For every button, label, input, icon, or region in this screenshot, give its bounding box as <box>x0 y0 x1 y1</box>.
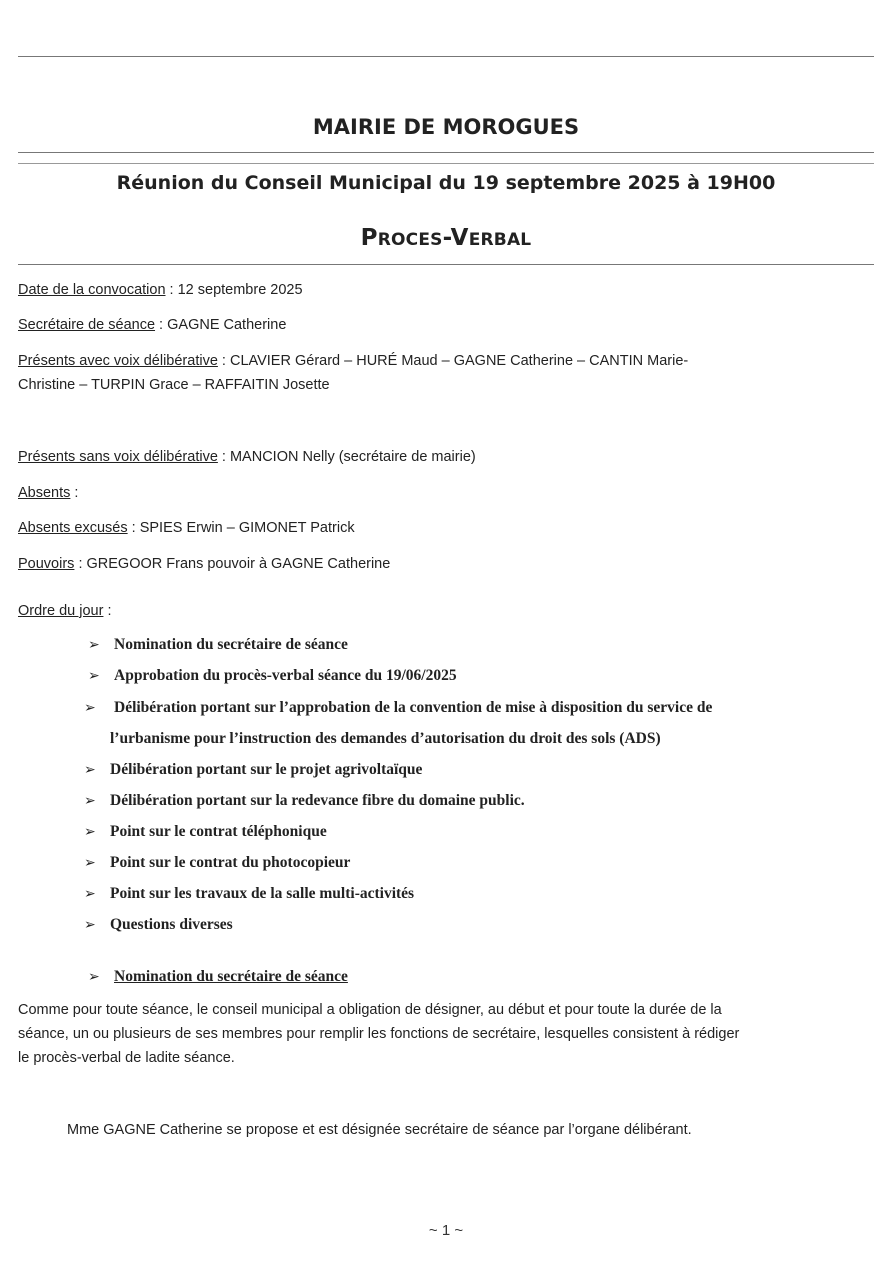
agenda-item-text: Délibération portant sur la redevance fibre du domaine public. <box>110 792 525 809</box>
ordre-label: Ordre du jour <box>18 603 104 619</box>
agenda-item-text: Délibération portant sur le projet agrivoltaïque <box>110 761 423 778</box>
agenda-item-text: Délibération portant sur l’approbation de la convention de mise à disposition du service de <box>114 699 713 716</box>
agenda-item <box>88 636 348 654</box>
absents-value: : <box>70 485 79 501</box>
agenda-item-text: Point sur le contrat téléphonique <box>110 823 327 840</box>
excuses-line <box>18 516 858 540</box>
agenda-item-text: Questions diverses <box>110 916 233 933</box>
absents-line <box>18 481 858 505</box>
reunion-title: Réunion du Conseil Municipal du 19 septembre 2025 à 19H00 <box>116 172 776 194</box>
proces-verbal-title <box>0 225 892 251</box>
arrow-bullet-icon: ➢ <box>84 856 96 871</box>
presents-line-2 <box>18 373 858 397</box>
convocation-line <box>18 278 858 302</box>
convocation-value: : 12 septembre 2025 <box>165 282 303 298</box>
agenda-item <box>88 667 457 685</box>
section-body-line-3: le procès-verbal de ladite séance. <box>18 1050 235 1066</box>
arrow-bullet-icon: ➢ <box>84 701 96 716</box>
arrow-bullet-icon: ➢ <box>84 918 96 933</box>
decision-line: Mme GAGNE Catherine se propose et est désignée secrétaire de séance par l’organe délibérant. <box>67 1122 692 1138</box>
pv-roces: ROCES <box>377 230 443 250</box>
excuses-label: Absents excusés <box>18 520 128 536</box>
agenda-item-text: Point sur les travaux de la salle multi-activités <box>110 885 415 902</box>
agenda-item-text: Point sur le contrat du photocopieur <box>110 854 351 871</box>
top-rule <box>18 56 874 57</box>
arrow-bullet-icon: ➢ <box>88 669 100 684</box>
secretaire-label: Secrétaire de séance <box>18 317 156 333</box>
agenda-item-continued <box>110 730 661 748</box>
pouvoirs-value: : GREGOOR Frans pouvoir à GAGNE Catherine <box>74 556 391 572</box>
pouvoirs-label: Pouvoirs <box>18 556 75 572</box>
ordre-value: : <box>103 603 112 619</box>
agenda-item-text: l’urbanisme pour l’instruction des demandes d’autorisation du droit des sols (ADS) <box>110 730 661 747</box>
rule-under-pv <box>18 264 874 265</box>
ordre-line <box>18 599 858 623</box>
secretaire-value: : GAGNE Catherine <box>155 317 287 333</box>
pv-initial-p: P <box>360 225 378 251</box>
arrow-bullet-icon: ➢ <box>84 763 96 778</box>
arrow-bullet-icon: ➢ <box>88 638 100 653</box>
sans-voix-line <box>18 445 858 469</box>
secretaire-line <box>18 313 858 337</box>
agenda-item <box>84 823 327 841</box>
section-body-line-1: Comme pour toute séance, le conseil municipal a obligation de désigner, au début et pour toute la durée de la <box>18 1002 722 1018</box>
sans-voix-label: Présents sans voix délibérative <box>18 449 218 465</box>
agenda-item <box>84 885 414 903</box>
agenda-item <box>84 761 422 779</box>
agenda-item-text: Nomination du secrétaire de séance <box>114 636 348 653</box>
section-body-line-2: séance, un ou plusieurs de ses membres pour remplir les fonctions de secrétaire, lesquelles consistent à rédiger <box>18 1026 740 1042</box>
agenda-item-text: Approbation du procès-verbal séance du 19/06/2025 <box>114 667 457 684</box>
agenda-item <box>84 792 525 810</box>
rule-under-mairie <box>18 152 874 153</box>
arrow-bullet-icon: ➢ <box>84 887 96 902</box>
pv-erbal: ERBAL <box>468 230 532 250</box>
presents-value: : CLAVIER Gérard – HURÉ Maud – GAGNE Catherine – CANTIN Marie- <box>217 353 689 369</box>
rule-under-mairie-2 <box>18 163 874 164</box>
sans-voix-value: : MANCION Nelly (secrétaire de mairie) <box>217 449 476 465</box>
page-number: ~ 1 ~ <box>428 1222 464 1239</box>
arrow-bullet-icon: ➢ <box>84 794 96 809</box>
agenda-item <box>84 916 233 934</box>
pouvoirs-line <box>18 552 858 576</box>
pv-initial-v: V <box>450 225 469 251</box>
mairie-title: MAIRIE DE MOROGUES <box>312 115 580 139</box>
agenda-item <box>84 699 712 717</box>
excuses-value: : SPIES Erwin – GIMONET Patrick <box>127 520 355 536</box>
absents-label: Absents <box>18 485 71 501</box>
arrow-bullet-icon: ➢ <box>84 825 96 840</box>
presents-value-2: Christine – TURPIN Grace – RAFFAITIN Josette <box>18 377 330 393</box>
presents-line <box>18 349 858 373</box>
convocation-label: Date de la convocation <box>18 282 166 298</box>
arrow-bullet-icon: ➢ <box>88 970 100 985</box>
section-heading-text: Nomination du secrétaire de séance <box>114 968 348 985</box>
presents-label: Présents avec voix délibérative <box>18 353 218 369</box>
agenda-item <box>84 854 350 872</box>
section-heading <box>88 968 348 986</box>
pv-dash: - <box>442 225 451 251</box>
